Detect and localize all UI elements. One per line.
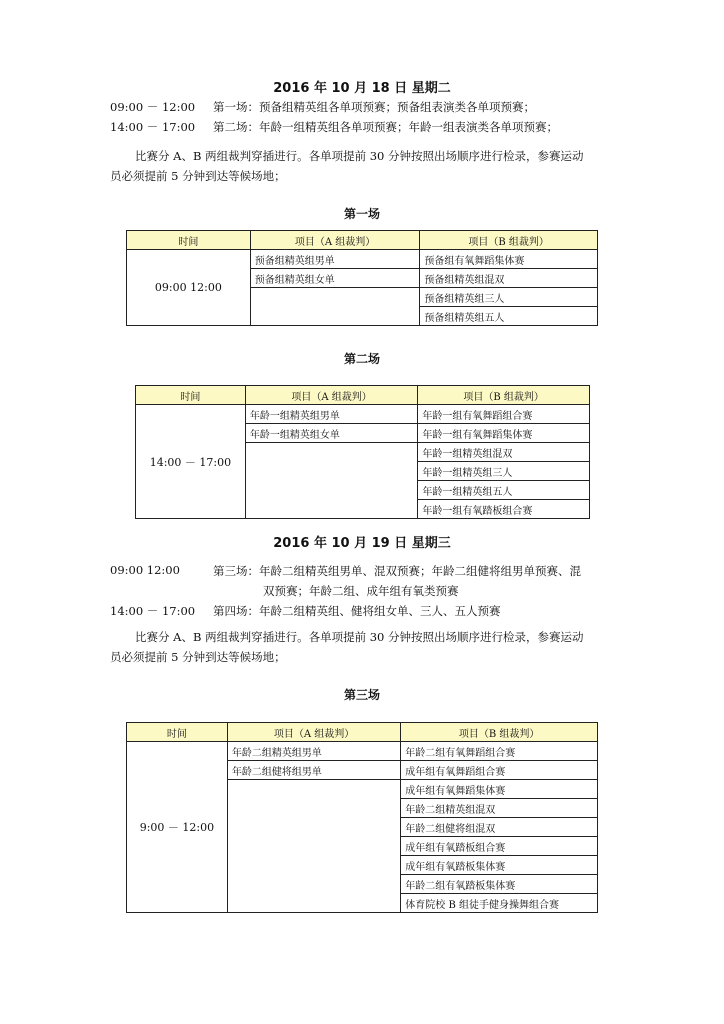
event-b: 预备组精英组三人: [420, 288, 598, 307]
event-b: 体育院校 B 组徒手健身操舞组合赛: [401, 894, 598, 913]
event-a: 年龄二组精英组男单: [227, 742, 400, 761]
event-b: 年龄一组有氧踏板组合赛: [418, 500, 590, 519]
event-b: 年龄一组精英组混双: [418, 443, 590, 462]
note-day2-line2: 员必须提前 5 分钟到达等候场地；: [110, 650, 286, 664]
event-b: 年龄一组有氧舞蹈组合赛: [418, 405, 590, 424]
event-b: 预备组精英组五人: [420, 307, 598, 326]
event-b: 成年组有氧舞蹈集体赛: [401, 780, 598, 799]
schedule-text-2: 第二场：年龄一组精英组各单项预赛；年龄一组表演类各单项预赛；: [213, 120, 558, 134]
event-b: 年龄一组精英组三人: [418, 462, 590, 481]
event-b: 预备组精英组混双: [420, 269, 598, 288]
schedule-text-4: 第四场：年龄二组精英组、健将组女单、三人、五人预赛: [213, 604, 501, 618]
event-b: 年龄二组健将组混双: [401, 818, 598, 837]
header-b: 项目（B 组裁判）: [401, 723, 598, 742]
date-heading-day2: 2016 年 10 月 19 日 星期三: [273, 536, 451, 551]
time-cell: 9:00 － 12:00: [127, 742, 228, 913]
section-title-3: 第三场: [343, 688, 380, 702]
time-cell: 09:00 12:00: [127, 250, 251, 326]
header-a: 项目（A 组裁判）: [245, 386, 417, 405]
section-title-2: 第二场: [343, 352, 380, 366]
header-b: 项目（B 组裁判）: [418, 386, 590, 405]
schedule-text-3-cont: 双预赛；年龄二组、成年组有氧类预赛: [263, 584, 459, 598]
schedule-time-2: 14:00 － 17:00: [110, 120, 196, 134]
schedule-table-2: [135, 385, 590, 519]
event-b: 年龄二组有氧踏板集体赛: [401, 875, 598, 894]
header-a: 项目（A 组裁判）: [250, 231, 420, 250]
event-a: 年龄二组健将组男单: [227, 761, 400, 780]
event-a: 年龄一组精英组男单: [245, 405, 417, 424]
section-title-1: 第一场: [343, 207, 380, 221]
event-b: 年龄一组有氧舞蹈集体赛: [418, 424, 590, 443]
event-a: 预备组精英组女单: [250, 269, 420, 288]
date-heading-day1: 2016 年 10 月 18 日 星期二: [273, 81, 451, 96]
empty-cell: [227, 780, 400, 913]
schedule-text-1: 第一场：预备组精英组各单项预赛；预备组表演类各单项预赛；: [213, 100, 535, 114]
schedule-time-4: 14:00 － 17:00: [110, 604, 196, 618]
time-cell: 14:00 － 17:00: [136, 405, 246, 519]
schedule-time-1: 09:00 － 12:00: [110, 100, 196, 114]
event-b: 预备组有氧舞蹈集体赛: [420, 250, 598, 269]
header-time: 时间: [127, 231, 251, 250]
schedule-text-3: 第三场：年龄二组精英组男单、混双预赛；年龄二组健将组男单预赛、混: [213, 564, 581, 578]
event-b: 年龄一组精英组五人: [418, 481, 590, 500]
header-time: 时间: [127, 723, 228, 742]
header-a: 项目（A 组裁判）: [227, 723, 400, 742]
header-time: 时间: [136, 386, 246, 405]
schedule-time-3: 09:00 12:00: [110, 563, 180, 577]
empty-cell: [250, 288, 420, 326]
event-b: 成年组有氧舞蹈组合赛: [401, 761, 598, 780]
schedule-table-1: [126, 230, 598, 326]
header-b: 项目（B 组裁判）: [420, 231, 598, 250]
event-a: 预备组精英组男单: [250, 250, 420, 269]
event-a: 年龄一组精英组女单: [245, 424, 417, 443]
event-b: 成年组有氧踏板组合赛: [401, 837, 598, 856]
empty-cell: [245, 443, 417, 519]
schedule-table-3: [126, 722, 598, 913]
note-day1-line1: 比赛分 A、B 两组裁判穿插进行。各单项提前 30 分钟按照出场顺序进行检录，参赛运动: [135, 149, 584, 163]
event-b: 年龄二组有氧舞蹈组合赛: [401, 742, 598, 761]
note-day2-line1: 比赛分 A、B 两组裁判穿插进行。各单项提前 30 分钟按照出场顺序进行检录，参赛运动: [135, 630, 584, 644]
note-day1-line2: 员必须提前 5 分钟到达等候场地；: [110, 169, 286, 183]
event-b: 成年组有氧踏板集体赛: [401, 856, 598, 875]
event-b: 年龄二组精英组混双: [401, 799, 598, 818]
